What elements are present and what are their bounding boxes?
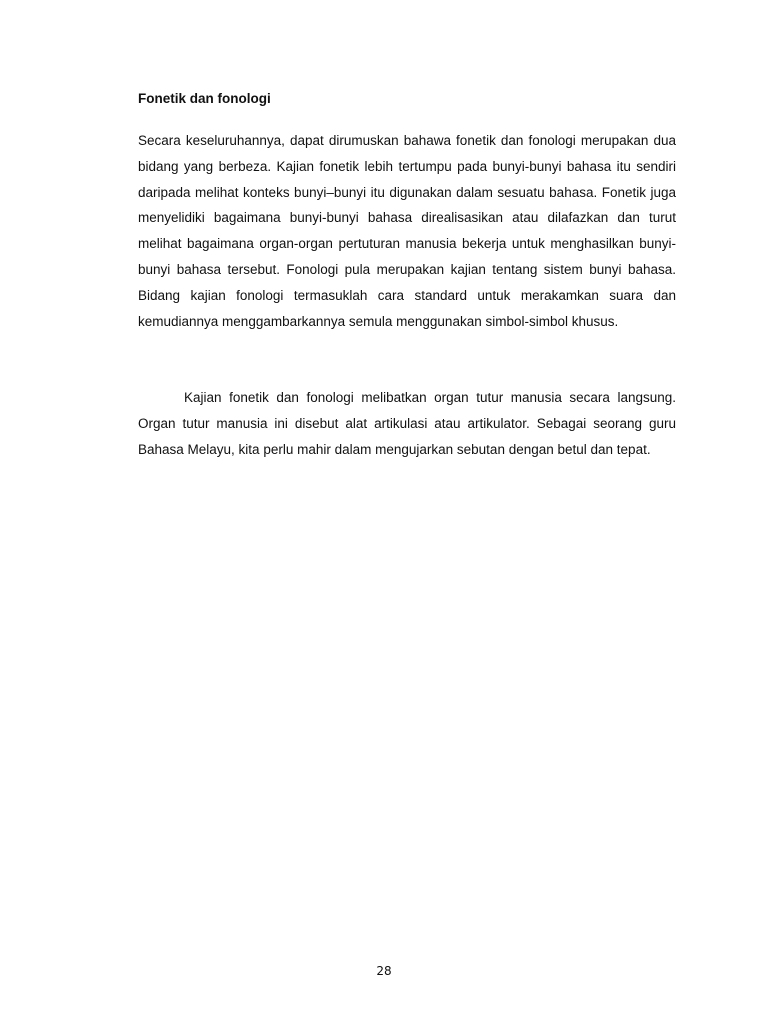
page-number: 28 (376, 964, 392, 978)
document-body (138, 86, 676, 463)
paragraph-1: Secara keseluruhannya, dapat dirumuskan bahawa fonetik dan fonologi merupakan dua bidang yang berbeza. Kajian fonetik lebih tertumpu pada bunyi-bunyi bahasa itu sendiri daripada melihat konteks bunyi–bunyi itu digunakan dalam sesuatu bahasa. Fonetik juga menyelidiki bagaimana bunyi-bunyi bahasa direalisasikan atau dilafazkan dan turut melihat bagaimana organ-organ pertuturan manusia bekerja untuk menghasilkan bunyi-bunyi bahasa tersebut. Fonologi pula merupakan kajian tentang sistem bunyi bahasa. Bidang kajian fonologi termasuklah cara standard untuk merakamkan suara dan kemudiannya menggambarkannya semula menggunakan simbol-simbol khusus. (138, 133, 676, 329)
section-heading: Fonetik dan fonologi (138, 91, 271, 106)
paragraph-2: Kajian fonetik dan fonologi melibatkan organ tutur manusia secara langsung. Organ tutur manusia ini disebut alat artikulasi atau artikulator. Sebagai seorang guru Bahasa Melayu, kita perlu mahir dalam mengujarkan sebutan dengan betul dan tepat. (138, 390, 676, 457)
